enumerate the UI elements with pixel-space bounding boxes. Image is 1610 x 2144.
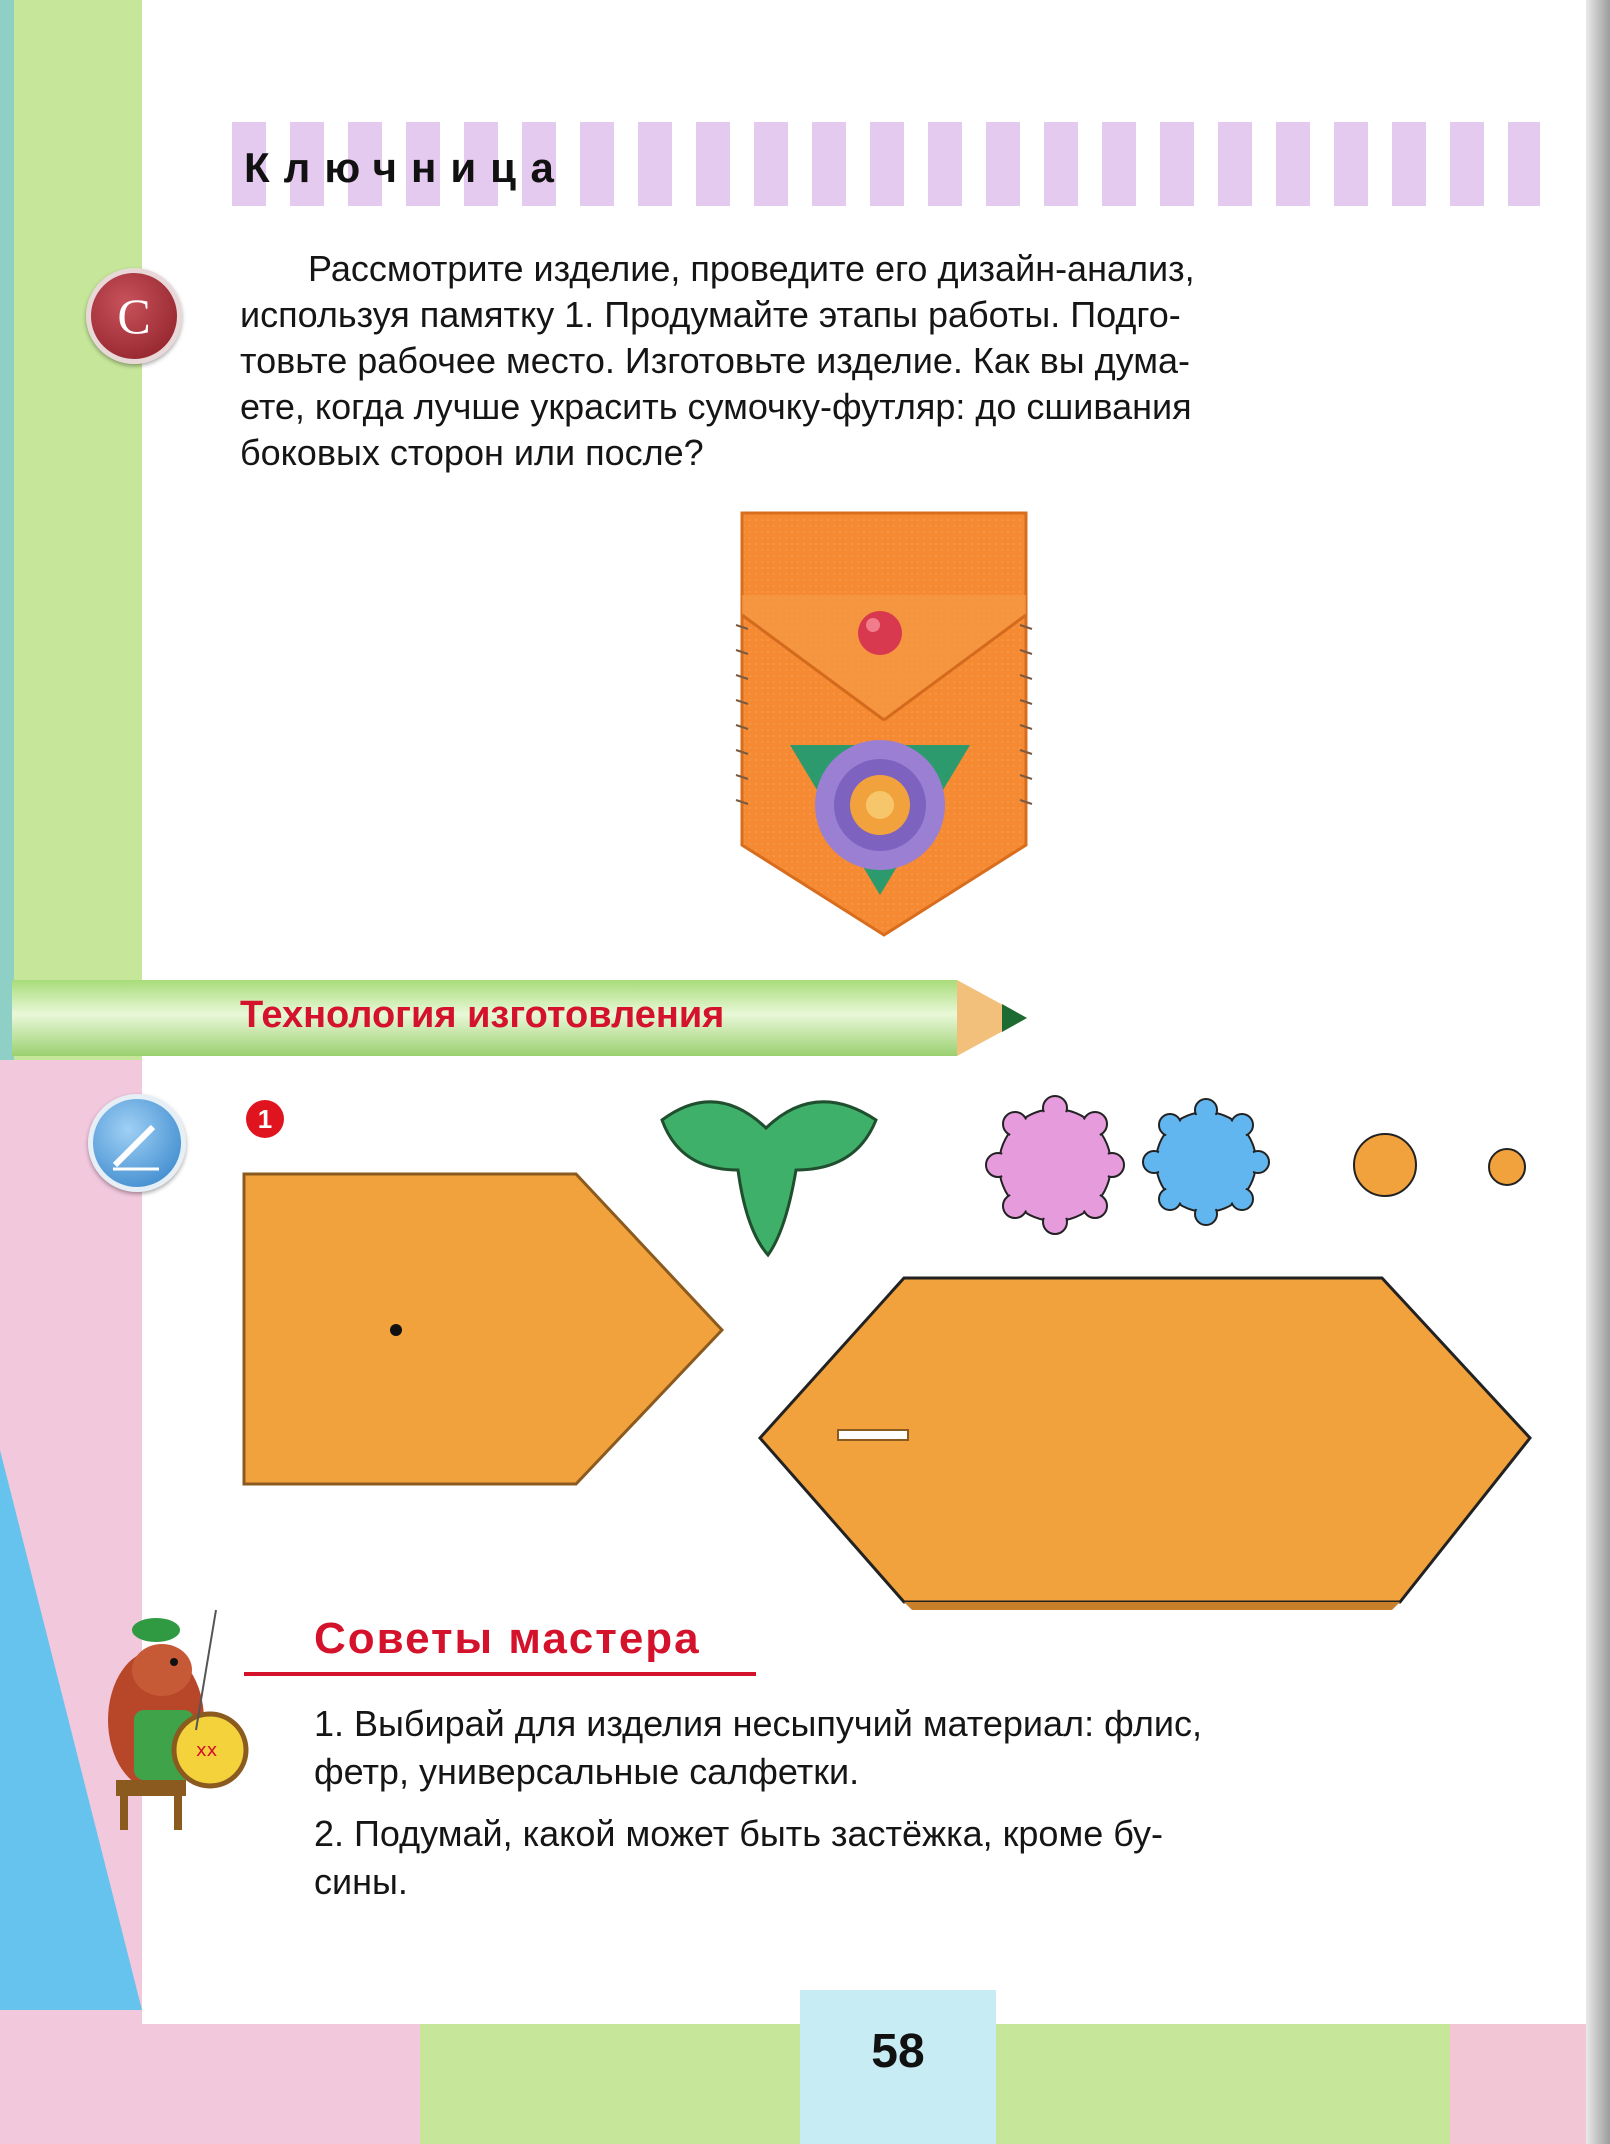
c-badge-letter: С: [117, 288, 151, 344]
beaver-embroidery-icon: [86, 1600, 256, 1830]
svg-text:xx: xx: [196, 1740, 218, 1761]
pencil-badge-icon: [88, 1094, 186, 1192]
intro-line: товьте рабочее место. Изготовьте изделие. Как вы дума-: [240, 340, 1190, 381]
tips-underline: [244, 1672, 756, 1676]
key-holder-photo: [730, 505, 1040, 945]
tip-line: 1. Выбирай для изделия несыпучий материал: флис,: [314, 1703, 1203, 1744]
step-number-marker: 1: [246, 1100, 284, 1138]
pattern-piece-leaves: [656, 1090, 886, 1260]
page-number: 58: [871, 2025, 925, 2078]
tip-line: сины.: [314, 1861, 408, 1902]
tip-line: фетр, универсальные салфетки.: [314, 1751, 860, 1792]
tips-title: Советы мастера: [314, 1614, 701, 1663]
pencil-tip-icon: [957, 980, 1047, 1056]
tip-item-2: [314, 1810, 1544, 1906]
pattern-piece-pink-flower: [980, 1090, 1130, 1240]
pattern-piece-large-circle: [1350, 1130, 1420, 1200]
pattern-piece-blue-flower: [1138, 1094, 1274, 1230]
tip-item-1: [314, 1700, 1544, 1796]
intro-paragraph: [240, 246, 1540, 476]
bottom-decor-pink: [0, 2024, 420, 2144]
section-title: Технология изготовления: [240, 994, 725, 1036]
intro-line: боковых сторон или после?: [240, 432, 704, 473]
page-title: Ключница: [244, 144, 568, 191]
tip-line: 2. Подумай, какой может быть застёжка, кроме бу-: [314, 1813, 1164, 1854]
page-edge-shadow: [1586, 0, 1610, 2144]
intro-line: используя памятку 1. Продумайте этапы работы. Подго-: [240, 294, 1181, 335]
pattern-piece-back: [752, 1270, 1536, 1610]
c-badge-icon: [86, 268, 182, 364]
intro-line: Рассмотрите изделие, проведите его дизайн-анализ,: [308, 248, 1195, 289]
intro-line: ете, когда лучше украсить сумочку-футляр: до сшивания: [240, 386, 1192, 427]
pattern-piece-small-circle: [1486, 1146, 1528, 1188]
